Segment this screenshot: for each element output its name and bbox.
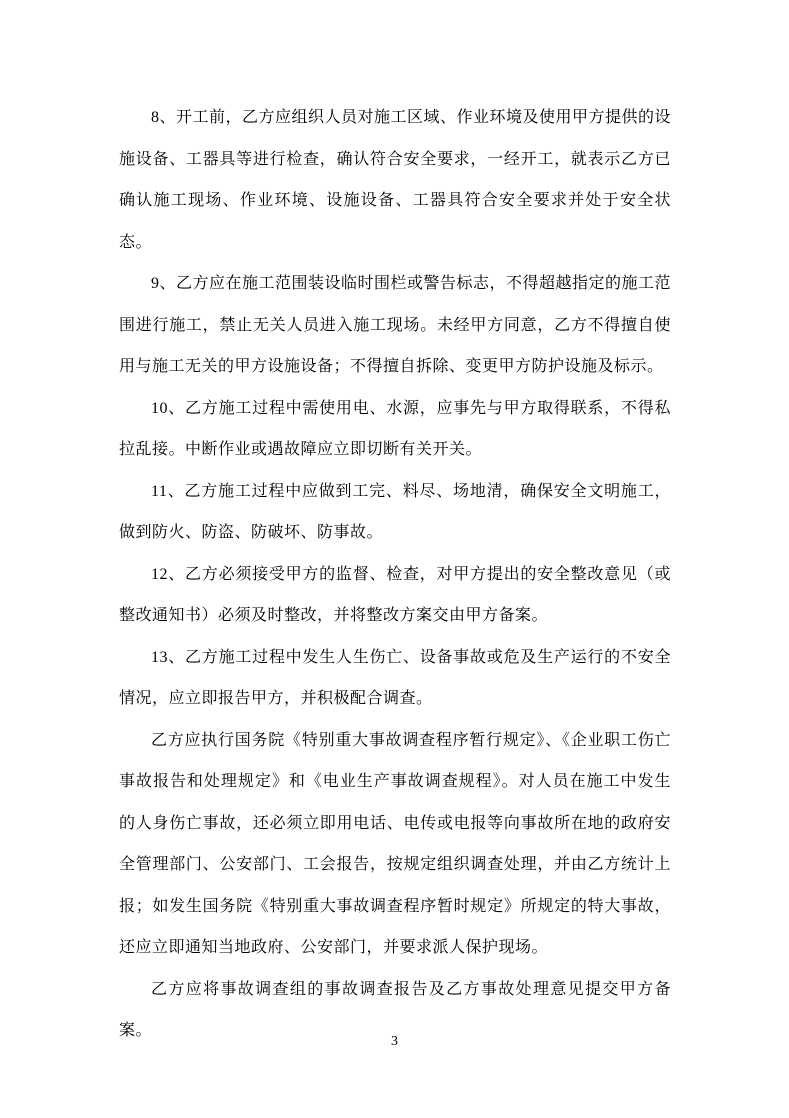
paragraph: 乙方应将事故调查组的事故调查报告及乙方事故处理意见提交甲方备案。 (119, 980, 671, 1039)
paragraph: 9、乙方应在施工范围装设临时围栏或警告标志，不得超越指定的施工范围进行施工，禁止无关人员进入施工现场。未经甲方同意，乙方不得擅自使用与施工无关的甲方设施设备；不得擅自拆除、变更甲方防护设施及标示。 (119, 275, 672, 375)
paragraph: 10、乙方施工过程中需使用电、水源，应事先与甲方取得联系，不得私拉乱接。中断作业或遇故障应立即切断有关开关。 (119, 399, 671, 458)
paragraph: 8、开工前，乙方应组织人员对施工区域、作业环境及使用甲方提供的设施设备、工器具等进行检查，确认符合安全要求，一经开工，就表示乙方已确认施工现场、作业环境、设施设备、工器具符合安全要求并处于安全状态。 (119, 109, 672, 251)
paragraph: 11、乙方施工过程中应做到工完、料尽、场地清，确保安全文明施工，做到防火、防盗、防破坏、防事故。 (119, 482, 671, 541)
paragraph: 乙方应执行国务院《特别重大事故调查程序暂行规定》、《企业职工伤亡事故报告和处理规定》和《电业生产事故调查规程》。对人员在施工中发生的人身伤亡事故，还必须立即用电话、电传或电报等向事故所在地的政府安全管理部门、公安部门、工会报告，按规定组织调查处理，并由乙方统计上报；如发生国务院《特别重大事故调查程序暂时规定》所规定的特大事故，还应立即通知当地政府、公安部门，并要求派人保护现场。 (119, 731, 671, 956)
paragraph: 13、乙方施工过程中发生人生伤亡、设备事故或危及生产运行的不安全情况，应立即报告甲方，并积极配合调查。 (119, 648, 671, 707)
document-body (119, 97, 671, 1052)
paragraph: 12、乙方必须接受甲方的监督、检查，对甲方提出的安全整改意见（或整改通知书）必须及时整改，并将整改方案交由甲方备案。 (119, 565, 671, 624)
page-number: 3 (391, 1034, 398, 1049)
